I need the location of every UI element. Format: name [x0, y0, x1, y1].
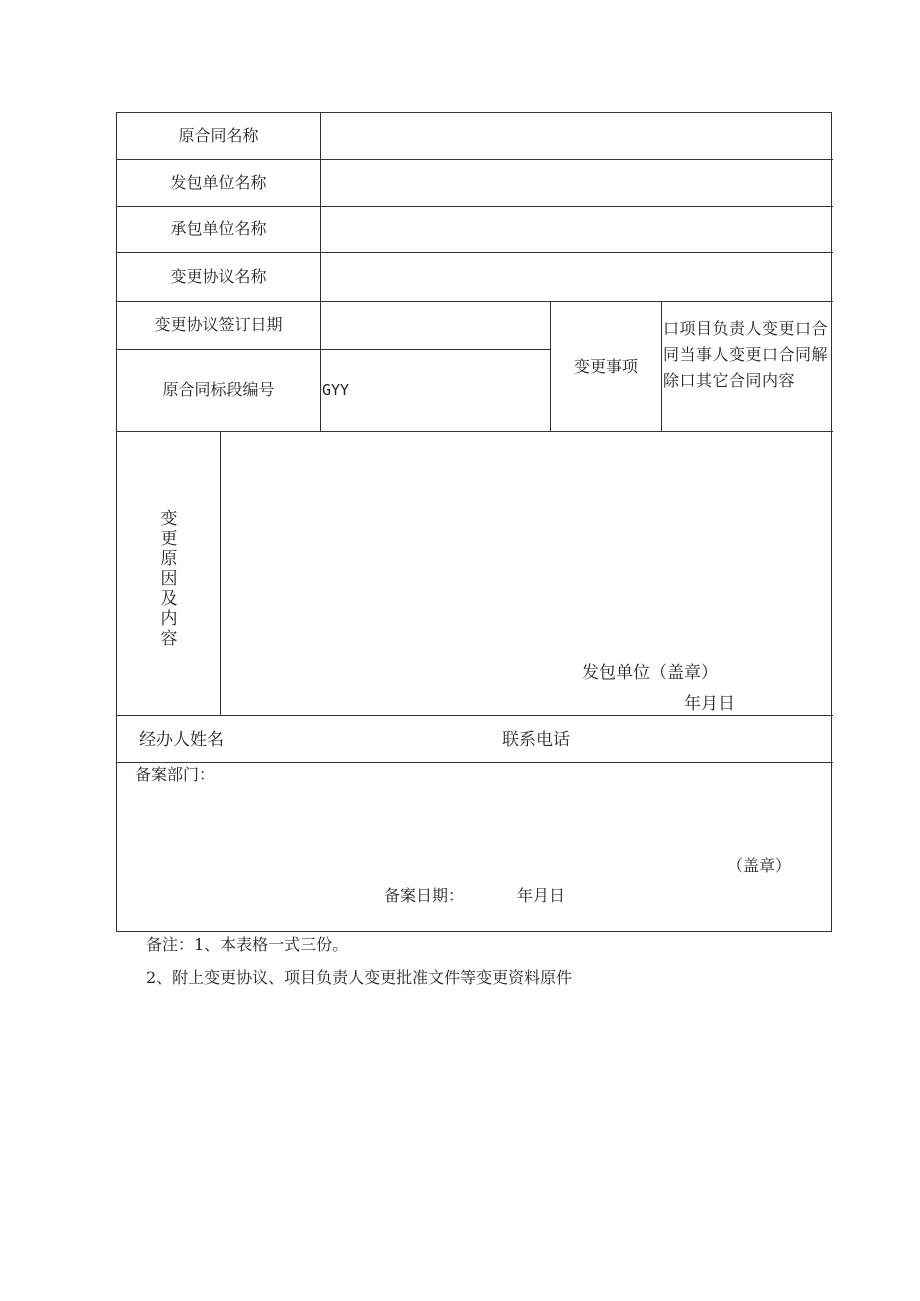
change-reason-char: 内 [160, 609, 178, 629]
change-reason-char: 及 [160, 589, 178, 609]
contractor-name-label: 承包单位名称 [170, 219, 267, 238]
note-line-1: 备注：1、本表格一式三份。 [146, 935, 349, 954]
change-reason-char: 容 [160, 629, 178, 649]
contract-change-filing-form [116, 112, 832, 932]
change-agreement-date-label: 变更协议签订日期 [154, 315, 283, 334]
change-reason-date: 年月日 [684, 694, 735, 714]
change-items-options[interactable]: 口项目负责人变更口合同当事人变更口合同解除口其它合同内容 [663, 319, 829, 390]
change-reason-label [117, 509, 221, 649]
employer-name-label: 发包单位名称 [170, 173, 267, 192]
filing-department-label: 备案部门： [135, 765, 216, 784]
filing-date-value: 年月日 [517, 886, 566, 905]
change-reason-char: 变 [160, 509, 178, 529]
change-reason-char: 原 [160, 549, 178, 569]
original-section-number-label: 原合同标段编号 [162, 380, 275, 399]
original-contract-name-field[interactable] [321, 113, 833, 159]
filing-seal-label: （盖章） [727, 856, 792, 875]
contractor-name-field[interactable] [321, 207, 833, 252]
handler-name-label: 经办人姓名 [139, 730, 224, 750]
original-contract-name-label: 原合同名称 [178, 126, 259, 145]
change-reason-char: 更 [160, 529, 178, 549]
filing-department-field[interactable] [117, 789, 833, 849]
row-divider [117, 715, 833, 716]
change-agreement-date-field[interactable] [321, 302, 550, 349]
change-items-label: 变更事项 [573, 357, 638, 376]
row-divider [117, 762, 833, 763]
change-agreement-name-field[interactable] [321, 253, 833, 301]
change-agreement-name-label: 变更协议名称 [170, 267, 267, 286]
original-section-number-field[interactable] [321, 350, 550, 431]
employer-seal-label: 发包单位（盖章） [582, 663, 718, 683]
change-reason-content-field[interactable] [221, 432, 833, 652]
filing-date-label: 备案日期： [384, 886, 465, 905]
contact-phone-label: 联系电话 [502, 730, 570, 750]
column-divider [661, 301, 662, 431]
note-line-2: 2、附上变更协议、项目负责人变更批准文件等变更资料原件 [146, 968, 573, 987]
employer-name-field[interactable] [321, 160, 833, 206]
original-section-number-value: GYY [322, 381, 350, 399]
change-reason-char: 因 [160, 569, 178, 589]
